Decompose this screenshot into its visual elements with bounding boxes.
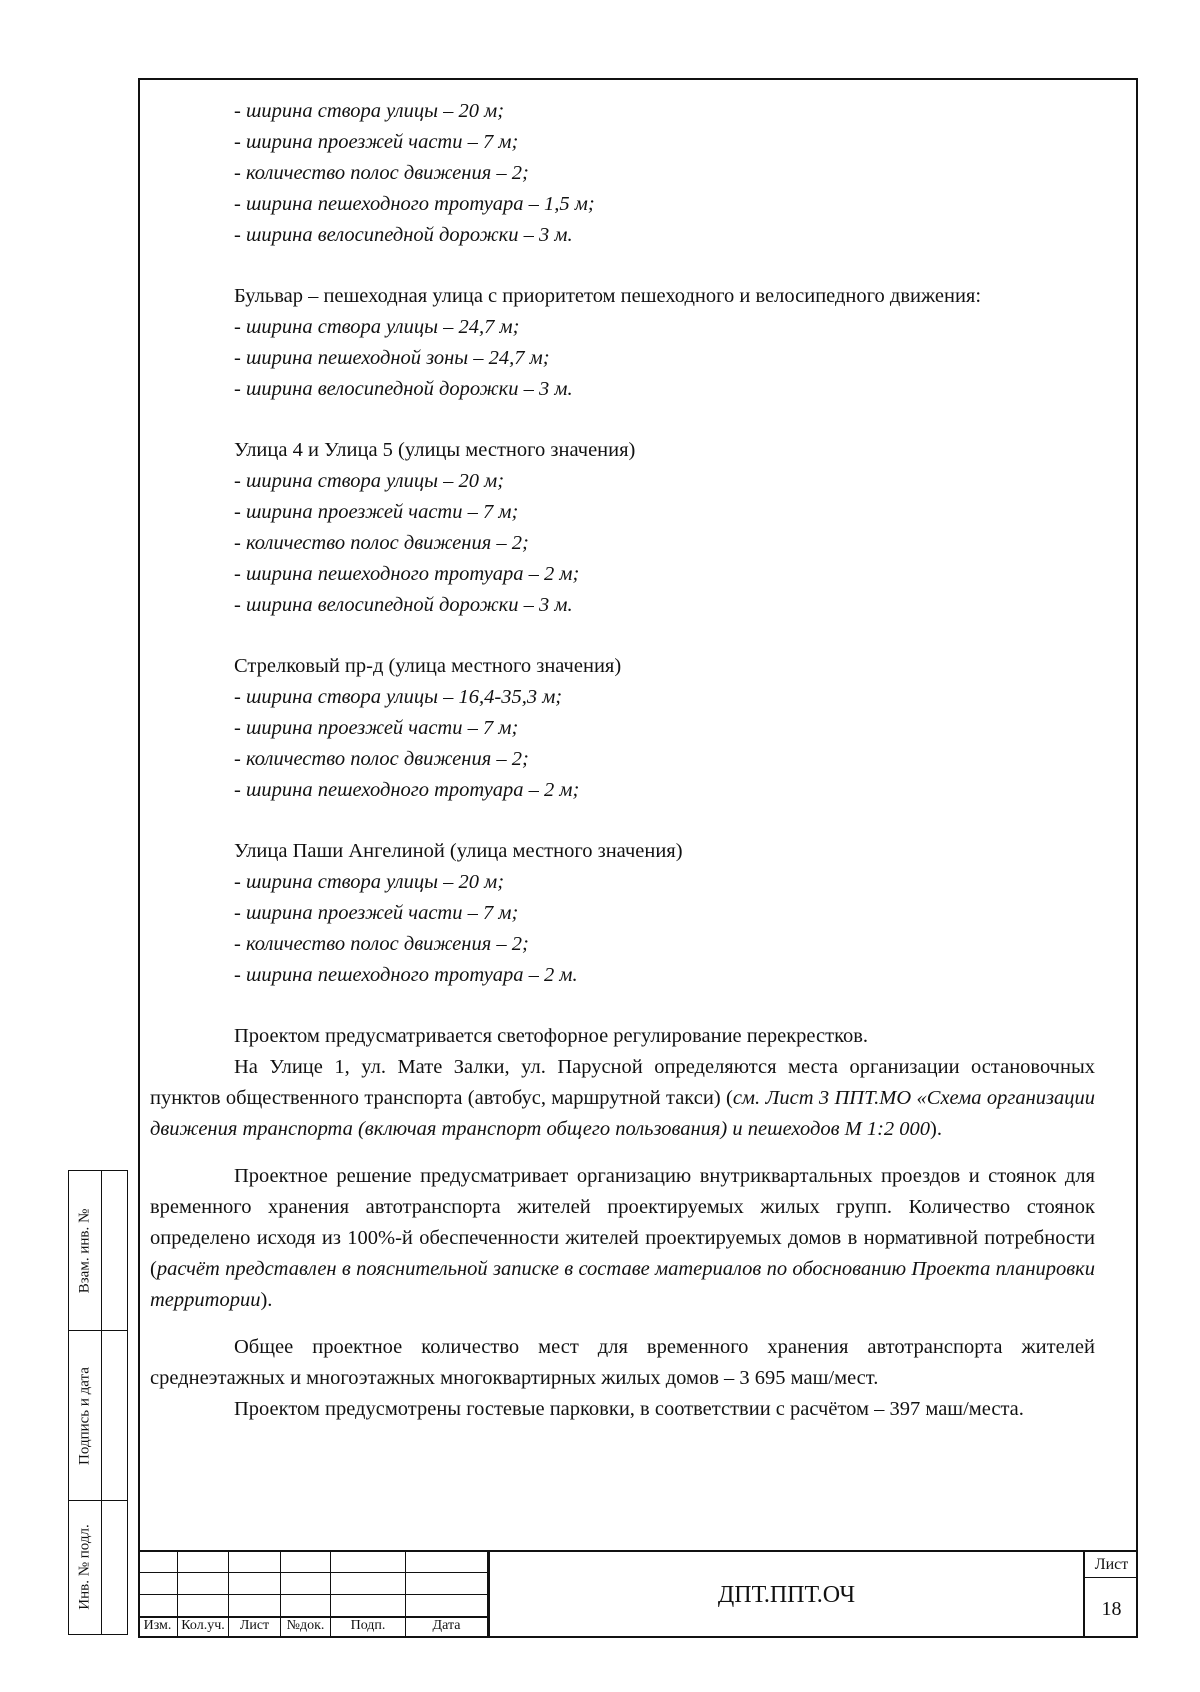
spec-item: - количество полос движения – 2; bbox=[234, 532, 529, 554]
side-stamp-cell bbox=[69, 1501, 101, 1633]
spec-item: - ширина проезжей части – 7 м; bbox=[234, 902, 519, 924]
paragraph-parking bbox=[150, 1161, 1095, 1316]
paragraph-traffic-lights: Проектом предусматривается светофорное регулирование перекрестков. bbox=[234, 1025, 869, 1047]
paragraph-text: На Улице 1, ул. Мате Залки, ул. Парусной определяются места организации остановочных пунктов общественного транспорта (автобус, маршрутной такси) ( bbox=[150, 1056, 1095, 1109]
paragraph-reference: см. Лист 3 ППТ.МО «Схема организации движения транспорта (включая транспорт общего пользования) и пешеходов М 1:2 000 bbox=[150, 1087, 1095, 1140]
side-stamp-label: Подпись и дата bbox=[76, 1366, 93, 1465]
side-stamp-blank bbox=[102, 1170, 128, 1635]
col-header: Изм. bbox=[138, 1616, 178, 1638]
spec-item: - ширина пешеходного тротуара – 2 м; bbox=[234, 779, 580, 801]
strelkovy-section bbox=[150, 651, 1095, 806]
spec-item: - ширина велосипедной дорожки – 3 м. bbox=[234, 594, 573, 616]
spec-item: - количество полос движения – 2; bbox=[234, 162, 529, 184]
col-header: Кол.уч. bbox=[178, 1616, 229, 1638]
street-prev-section bbox=[150, 96, 1095, 251]
spec-item: - ширина пешеходной зоны – 24,7 м; bbox=[234, 347, 550, 369]
angelina-section bbox=[150, 836, 1095, 991]
spec-item: - количество полос движения – 2; bbox=[234, 748, 529, 770]
sheet-box bbox=[1083, 1550, 1138, 1638]
section-heading: Улица 4 и Улица 5 (улицы местного значения) bbox=[234, 439, 636, 461]
street45-section bbox=[150, 435, 1095, 621]
paragraph-stops bbox=[150, 1052, 1095, 1145]
spec-item: - ширина створа улицы – 16,4-35,3 м; bbox=[234, 686, 563, 708]
col-header: Лист bbox=[229, 1616, 281, 1638]
spec-item: - ширина створа улицы – 20 м; bbox=[234, 470, 505, 492]
spec-item: - ширина проезжей части – 7 м; bbox=[234, 717, 519, 739]
document-code: ДПТ.ППТ.ОЧ bbox=[488, 1550, 1083, 1638]
spec-item: - ширина проезжей части – 7 м; bbox=[234, 131, 519, 153]
side-stamp-cell bbox=[69, 1331, 101, 1501]
spec-item: - ширина пешеходного тротуара – 2 м; bbox=[234, 563, 580, 585]
spec-item: - ширина створа улицы – 24,7 м; bbox=[234, 316, 520, 338]
col-header: №док. bbox=[281, 1616, 331, 1638]
section-heading: Стрелковый пр-д (улица местного значения) bbox=[234, 655, 622, 677]
spec-item: - ширина створа улицы – 20 м; bbox=[234, 871, 505, 893]
document-body bbox=[150, 96, 1095, 1425]
side-stamp-label: Инв. № подл. bbox=[76, 1524, 93, 1610]
title-block bbox=[138, 1550, 1138, 1638]
spec-item: - ширина пешеходного тротуара – 2 м. bbox=[234, 964, 578, 986]
col-header: Дата bbox=[406, 1616, 488, 1638]
side-stamp bbox=[68, 1170, 102, 1635]
boulevard-section bbox=[150, 281, 1095, 405]
sheet-label: Лист bbox=[1085, 1552, 1138, 1578]
spec-item: - количество полос движения – 2; bbox=[234, 933, 529, 955]
paragraph-reference: расчёт представлен в пояснительной записке в составе материалов по обоснованию Проекта планировки территории bbox=[150, 1258, 1095, 1311]
col-header: Подп. bbox=[331, 1616, 406, 1638]
paragraph-guest-parking: Проектом предусмотрены гостевые парковки, в соответствии с расчётом – 397 маш/места. bbox=[234, 1398, 1024, 1420]
section-heading: Улица Паши Ангелиной (улица местного значения) bbox=[234, 840, 683, 862]
section-heading: Бульвар – пешеходная улица с приоритетом пешеходного и велосипедного движения: bbox=[234, 285, 982, 307]
spec-item: - ширина пешеходного тротуара – 1,5 м; bbox=[234, 193, 595, 215]
spec-item: - ширина велосипедной дорожки – 3 м. bbox=[234, 224, 573, 246]
paragraph-text: Проектное решение предусматривает организацию внутриквартальных проездов и стоянок для временного хранения автотранспорта жителей проектируемых жилых групп. Количество стоянок определено исходя из 100%-й обеспеченности жителей проектируемых домов в нормативной потребности ( bbox=[150, 1165, 1095, 1280]
paragraph-total-spaces: Общее проектное количество мест для временного хранения автотранспорта жителей среднеэтажных и многоэтажных многоквартирных жилых домов – 3 695 маш/мест. bbox=[150, 1336, 1095, 1389]
spec-item: - ширина створа улицы – 20 м; bbox=[234, 100, 505, 122]
side-stamp-label: Взам. инв. № bbox=[76, 1208, 93, 1293]
paragraph-text: ). bbox=[930, 1118, 942, 1140]
sheet-number: 18 bbox=[1101, 1597, 1122, 1620]
side-stamp-cell bbox=[69, 1171, 101, 1331]
spec-item: - ширина велосипедной дорожки – 3 м. bbox=[234, 378, 573, 400]
paragraph-text: ). bbox=[260, 1289, 273, 1311]
revision-table bbox=[138, 1550, 488, 1638]
spec-item: - ширина проезжей части – 7 м; bbox=[234, 501, 519, 523]
